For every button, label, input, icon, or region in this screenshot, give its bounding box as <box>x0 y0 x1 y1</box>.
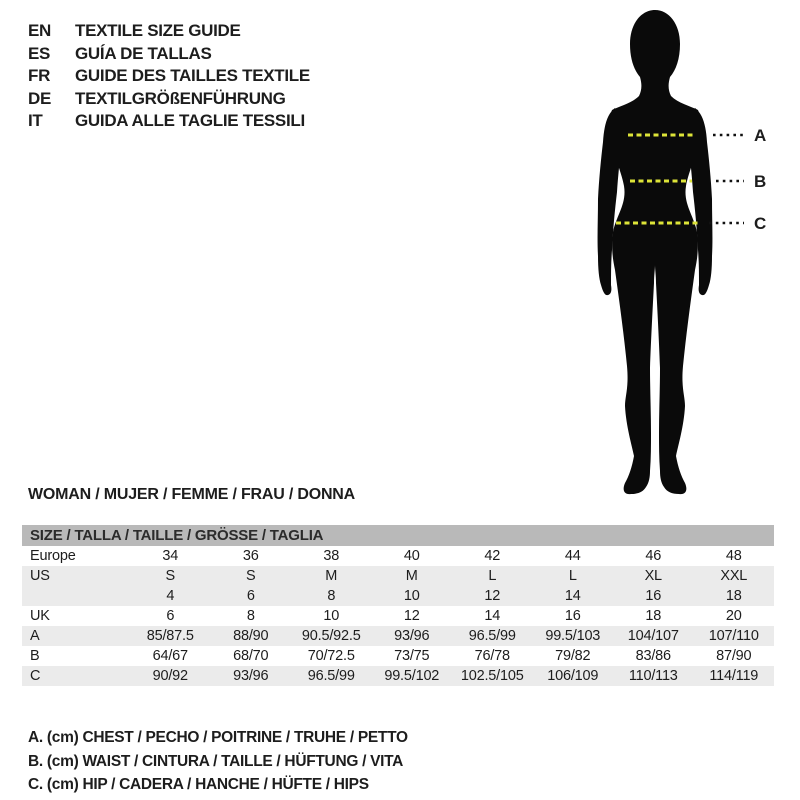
table-cell: M <box>405 568 418 584</box>
language-title: GUIDA ALLE TAGLIE TESSILI <box>75 111 305 130</box>
language-code: ES <box>28 43 51 63</box>
language-title: TEXTILE SIZE GUIDE <box>75 21 241 40</box>
table-cell: 42 <box>484 548 501 564</box>
table-cell: 14 <box>564 588 581 604</box>
table-cell: 38 <box>323 548 340 564</box>
woman-silhouette-svg <box>570 4 780 496</box>
table-cell: L <box>568 568 577 584</box>
section-title: WOMAN / MUJER / FEMME / FRAU / DONNA <box>28 486 356 503</box>
table-cell: 68/70 <box>233 648 269 664</box>
table-cell: S <box>165 568 175 584</box>
table-row <box>22 626 774 646</box>
language-title: GUÍA DE TALLAS <box>75 43 212 63</box>
table-cell: 107/110 <box>708 628 759 644</box>
table-cell: 12 <box>403 608 420 624</box>
table-cell: 40 <box>403 548 420 564</box>
table-cell: 106/109 <box>547 668 599 684</box>
table-cell: 16 <box>645 588 662 604</box>
table-cell: 88/90 <box>233 628 269 644</box>
language-title: TEXTILGRÖßENFÜHRUNG <box>75 88 286 108</box>
hip-label: C <box>754 214 767 233</box>
table-cell: 20 <box>725 608 742 624</box>
table-cell: 93/96 <box>233 668 269 684</box>
table-cell: 6 <box>166 608 175 624</box>
legend-row: A. (cm) CHEST / PECHO / POITRINE / TRUHE / PETTO <box>28 729 408 746</box>
woman-figure <box>570 4 780 496</box>
table-row <box>22 546 774 566</box>
table-cell: 36 <box>242 548 259 564</box>
table-cell: 104/107 <box>627 628 679 644</box>
table-cell: XXL <box>720 568 748 584</box>
row-label: UK <box>30 608 50 624</box>
table-cell: M <box>325 568 338 584</box>
table-cell: 99.5/102 <box>384 668 440 684</box>
table-cell: 90/92 <box>152 668 188 684</box>
table-cell: 76/78 <box>474 648 510 664</box>
table-cell: 102.5/105 <box>460 668 524 684</box>
table-cell: XL <box>644 568 662 584</box>
table-row <box>22 566 774 586</box>
legend-row: B. (cm) WAIST / CINTURA / TAILLE / HÜFTUNG / VITA <box>28 752 404 770</box>
table-cell: 114/119 <box>709 668 759 684</box>
table-cell: 34 <box>162 548 179 564</box>
table-cell: 44 <box>564 548 581 564</box>
table-cell: 18 <box>645 608 662 624</box>
chest-label: A <box>754 126 767 145</box>
size-table-body <box>22 546 774 686</box>
language-code: DE <box>28 88 52 108</box>
row-label: US <box>30 568 50 584</box>
table-cell: 96.5/99 <box>468 628 516 644</box>
table-row <box>22 646 774 666</box>
table-cell: 4 <box>166 588 175 604</box>
language-row <box>28 110 310 133</box>
language-row <box>28 65 310 88</box>
language-title: GUIDE DES TAILLES TEXTILE <box>75 66 310 85</box>
size-table-header: SIZE / TALLA / TAILLE / GRÖSSE / TAGLIA <box>22 525 774 546</box>
table-cell: 8 <box>246 608 255 624</box>
table-cell: 16 <box>564 608 581 624</box>
language-row <box>28 88 310 111</box>
table-cell: L <box>488 568 497 584</box>
legend-row: C. (cm) HIP / CADERA / HANCHE / HÜFTE / HIPS <box>28 776 369 793</box>
table-cell: 8 <box>327 588 336 604</box>
language-row <box>28 20 310 43</box>
table-cell: 12 <box>484 588 501 604</box>
table-cell: 10 <box>403 588 420 604</box>
language-code: FR <box>28 66 51 85</box>
table-cell: 79/82 <box>555 648 591 664</box>
table-cell: 73/75 <box>394 648 430 664</box>
table-cell: 96.5/99 <box>307 668 355 684</box>
language-code: EN <box>28 21 52 40</box>
size-table <box>22 525 774 686</box>
table-cell: 46 <box>645 548 662 564</box>
row-label: C <box>30 668 41 684</box>
table-cell: 10 <box>323 608 340 624</box>
table-cell: S <box>246 568 256 584</box>
table-cell: 70/72.5 <box>307 648 355 664</box>
row-label <box>22 586 130 606</box>
table-cell: 14 <box>484 608 501 624</box>
waist-label: B <box>754 172 767 191</box>
table-cell: 85/87.5 <box>146 628 194 644</box>
row-label: A <box>30 628 40 644</box>
language-code: IT <box>28 111 43 130</box>
table-cell: 83/86 <box>635 648 671 664</box>
table-cell: 64/67 <box>152 648 188 664</box>
table-row <box>22 586 774 606</box>
table-row <box>22 606 774 626</box>
table-cell: 48 <box>725 548 742 564</box>
table-cell: 18 <box>725 588 742 604</box>
table-row <box>22 666 774 686</box>
table-cell: 93/96 <box>394 628 430 644</box>
woman-silhouette <box>610 10 701 494</box>
language-title-list <box>28 20 310 133</box>
table-cell: 99.5/103 <box>545 628 601 644</box>
row-label: B <box>30 648 40 664</box>
row-label: Europe <box>30 548 76 564</box>
table-cell: 110/113 <box>628 668 678 684</box>
table-cell: 6 <box>246 588 255 604</box>
table-cell: 90.5/92.5 <box>301 628 361 644</box>
language-row <box>28 43 310 66</box>
table-cell: 87/90 <box>716 648 752 664</box>
measurement-legend <box>28 726 408 797</box>
